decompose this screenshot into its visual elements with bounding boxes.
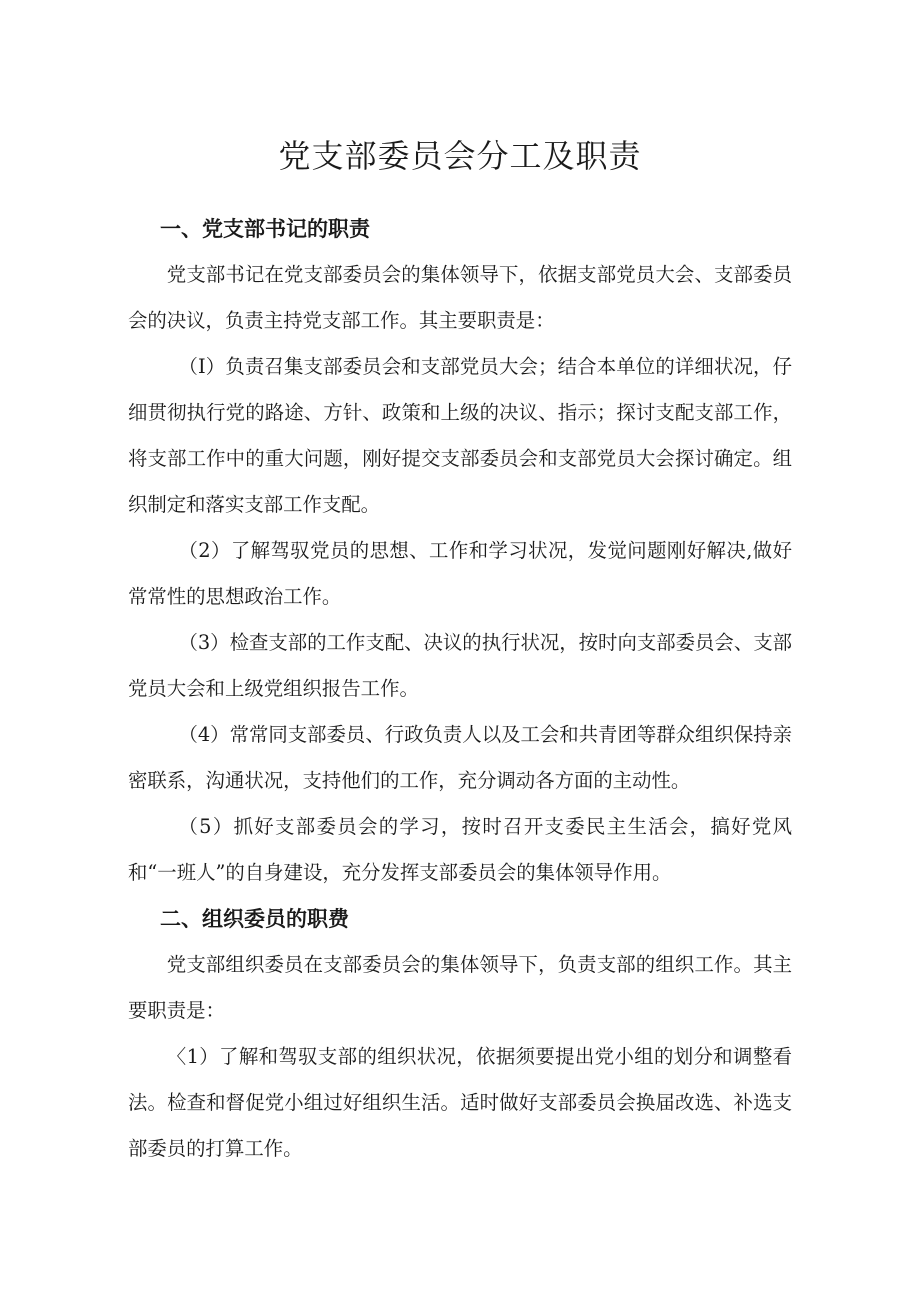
section-organization-member	[128, 896, 792, 1172]
duty-item: （5）抓好支部委员会的学习，按时召开支委民主生活会，搞好党风和“一班人”的自身建设，充分发挥支部委员会的集体领导作用。	[128, 815, 792, 884]
section-party-secretary	[128, 206, 792, 896]
section-heading: 二、组织委员的职费	[160, 907, 349, 931]
duty-item: （I）负责召集支部委员会和支部党员大会；结合本单位的详细状况，仔细贯彻执行党的路途、方针、政策和上级的决议、指示；探讨支配支部工作，将支部工作中的重大问题，刚好提交支部委员会和支部党员大会探讨确定。组织制定和落实支部工作支配。	[128, 355, 792, 516]
section-intro: 党支部组织委员在支部委员会的集体领导下，负责支部的组织工作。其主要职责是：	[128, 953, 792, 1022]
document-title: 党支部委员会分工及职责	[278, 137, 642, 176]
section-heading: 一、党支部书记的职责	[160, 217, 370, 241]
duty-item: （2）了解驾驭党员的思想、工作和学习状况，发觉问题刚好解决,做好常常性的思想政治工作。	[128, 539, 792, 608]
duty-item: 〈1）了解和驾驭支部的组织状况，依据须要提出党小组的划分和调整看法。检查和督促党小组过好组织生活。适时做好支部委员会换届改选、补选支部委员的打算工作。	[128, 1045, 792, 1160]
duty-item: （3）检查支部的工作支配、决议的执行状况，按时向支部委员会、支部党员大会和上级党组织报告工作。	[128, 631, 792, 700]
duty-item: （4）常常同支部委员、行政负责人以及工会和共青团等群众组织保持亲密联系，沟通状况，支持他们的工作，充分调动各方面的主动性。	[128, 723, 792, 792]
document-body	[128, 206, 792, 1172]
section-intro: 党支部书记在党支部委员会的集体领导下，依据支部党员大会、支部委员会的决议，负责主持党支部工作。其主要职责是：	[128, 263, 792, 332]
